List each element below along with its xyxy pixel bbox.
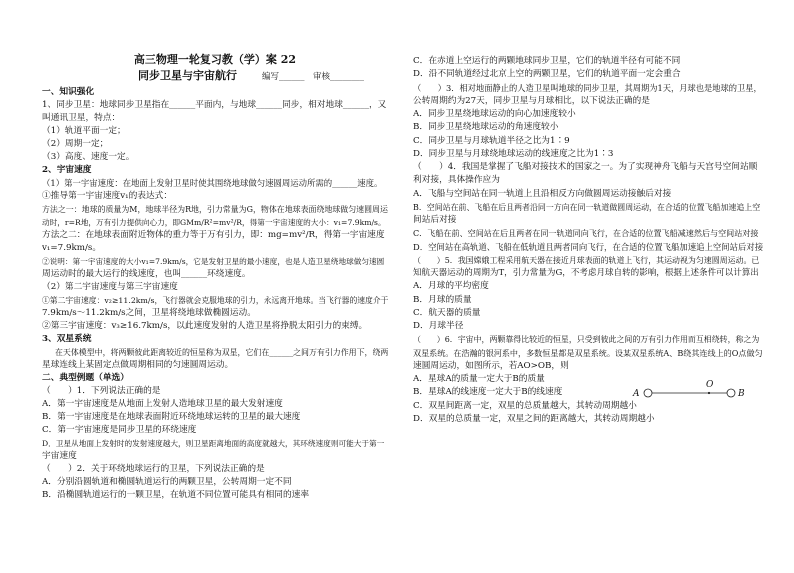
label-b: B bbox=[738, 389, 745, 399]
answer-option: C．在赤道上空运行的两颗地球同步卫星，它们的轨道半径有可能不同 bbox=[413, 56, 681, 66]
answer-option: C．航天器的质量 bbox=[413, 307, 481, 318]
body-text-line: （1）轨道平面一定； bbox=[42, 125, 126, 136]
answer-option: B．星球A的线速度一定大于B的线速度 bbox=[413, 387, 563, 398]
answer-option: C．同步卫星与月球轨道半径之比为1∶9 bbox=[413, 135, 570, 146]
page-title: 高三物理一轮复习教（学）案 22 bbox=[133, 53, 297, 66]
body-text-line: ①第二宇宙速度：v₂≥11.2km/s，飞行器就会克服地球的引力，永远离开地球。当飞行器的速度介于 bbox=[42, 295, 388, 305]
text-continuation-line: 公转周期约为27天，同步卫星与月球相比，以下说法正确的是 bbox=[413, 95, 650, 106]
answer-option: A．月球的平均密度 bbox=[413, 281, 489, 292]
answer-option: D．月球半径 bbox=[413, 321, 464, 331]
question-stem: （ ）1．下列说法正确的是 bbox=[42, 385, 161, 396]
answer-option: C．双星间距离一定，双星的总质量越大，其转动周期越小 bbox=[413, 400, 637, 411]
answer-option: B．月球的质量 bbox=[413, 294, 472, 305]
question-stem: （ ）5．我国嫦娥工程采用航天器在接近月球表面的轨道上飞行，其运动视为匀速圆周运动。已 bbox=[413, 255, 760, 265]
body-text-line: 叫通讯卫星，特点： bbox=[42, 112, 121, 123]
subsection-heading: 2、宇宙速度 bbox=[42, 164, 92, 175]
body-text-line: 动时，r=R地，万有引力提供向心力，即GMm/R²=mv²/R，得第一宇宙速度的大小：v₁=7.9km/s。 bbox=[42, 217, 386, 227]
body-text-line: 星球连线上某固定点做周期相同的匀速圆周运动。 bbox=[42, 359, 234, 370]
answer-option: B．同步卫星绕地球运动的角速度较小 bbox=[413, 122, 559, 133]
lesson-subtitle: 同步卫星与宇宙航行 bbox=[138, 69, 237, 82]
text-continuation-line: 宇宙速度 bbox=[42, 450, 77, 461]
answer-option: B．空间站在前、飞船在后且两者沿同一方向在同一轨道做圆周运动，在合适的位置飞船加速追上空 bbox=[413, 202, 761, 212]
star-b-circle bbox=[727, 389, 735, 397]
body-text-line: 周运动时的最大运行的线速度，也叫______环绕速度。 bbox=[42, 268, 251, 279]
answer-option: C．第一宇宙速度是同步卫星的环绕速度 bbox=[42, 424, 197, 435]
binary-star-diagram bbox=[628, 378, 753, 402]
subsection-heading: 3、双星系统 bbox=[42, 333, 92, 344]
label-a: A bbox=[633, 389, 640, 399]
answer-option: A．同步卫星绕地球运动的向心加速度较小 bbox=[413, 109, 576, 119]
left-column bbox=[42, 86, 388, 502]
question-stem: （ ）4．我国是掌握了飞船对接技术的国家之一。为了实现神舟飞船与天宫号空间站顺 bbox=[413, 162, 758, 172]
answer-option: C．飞船在前、空间站在后且两者在同一轨道同向飞行，在合适的位置飞船减速然后与空间站对接 bbox=[413, 228, 759, 239]
text-continuation-line: 知航天器运动的周期为T，引力常量为G，不考虑月球自转的影响，根据上述条件可以计算出 bbox=[413, 268, 759, 278]
section-heading: 一、知识强化 bbox=[42, 86, 95, 97]
text-continuation-line: 间站后对接 bbox=[413, 215, 457, 225]
right-column bbox=[413, 55, 763, 426]
label-o: O bbox=[706, 380, 714, 390]
body-text-line: ②第三宇宙速度：v₃≥16.7km/s，以此速度发射的人造卫星将挣脱太阳引力的束缚。 bbox=[42, 320, 368, 331]
body-text-line: （2）周期一定； bbox=[42, 138, 109, 149]
body-text-line: ②说明：第一宇宙速度的大小v₁=7.9km/s，它是发射卫星的最小速度，也是人造卫星绕地球做匀速圆 bbox=[42, 256, 385, 266]
body-text-line: 1、同步卫星：地球同步卫星指在______平面内，与地球______同步，相对地球______，又 bbox=[42, 99, 387, 110]
body-text-line: 方法之二：在地球表面附近物体的重力等于万有引力，即：mg=mv²/R，得第一宇宙速度 bbox=[42, 229, 385, 240]
text-continuation-line: 利对接，具体操作应为 bbox=[413, 175, 500, 186]
body-text-line: 在天体模型中，将两颗彼此距离较近的恒星称为双星，它们在______之间万有引力作用下，绕两 bbox=[55, 347, 388, 357]
question-stem: （ ）3．相对地面静止的人造卫星叫地球的同步卫星，其周期为1天，月球也是地球的卫星， bbox=[413, 82, 762, 93]
question-stem: （ ）6．宇宙中，两颗靠得比较近的恒星，只受到彼此之间的万有引力作用而互相绕转，称之为 bbox=[413, 335, 760, 345]
body-text-line: （2）第二宇宙速度与第三宇宙速度 bbox=[42, 281, 178, 292]
answer-option: A．飞船与空间站在同一轨道上且沿相反方向做圆周运动接触后对接 bbox=[413, 188, 672, 199]
body-text-line: （3）高度、速度一定。 bbox=[42, 151, 135, 162]
answer-option: D．同步卫星与月球绕地球运动的线速度之比为1∶3 bbox=[413, 148, 614, 159]
body-text-line: v₁=7.9km/s。 bbox=[42, 242, 102, 253]
text-continuation-line: 双星系统。在浩瀚的银河系中，多数恒星都是双星系统。设某双星系统A、B绕其连线上的O点做匀 bbox=[413, 347, 763, 358]
answer-option: A．第一宇宙速度是从地面上发射人造地球卫星的最大发射速度 bbox=[42, 398, 283, 409]
answer-option: A．星球A的质量一定大于B的质量 bbox=[413, 374, 545, 384]
answer-option: D．卫星从地面上发射时的发射速度越大，则卫星距离地面的高度就越大，其环绕速度则可能大于第一 bbox=[42, 438, 385, 448]
answer-option: D．空间站在高轨道、飞船在低轨道且两者同向飞行，在合适的位置飞船加速追上空间站后对接 bbox=[413, 241, 763, 252]
body-text-line: 7.9km/s～11.2km/s之间，卫星将绕地球做椭圆运动。 bbox=[42, 307, 256, 318]
question-stem: （ ）2．关于环绕地球运行的卫星，下列说法正确的是 bbox=[42, 463, 265, 474]
star-a-circle bbox=[644, 389, 652, 397]
answer-option: D．沿不同轨道经过北京上空的两颗卫星，它们的轨道平面一定会重合 bbox=[413, 69, 681, 80]
answer-option: B．沿椭圆轨道运行的一颗卫星，在轨道不同位置可能具有相同的速率 bbox=[42, 489, 310, 500]
body-text-line: ①推导第一宇宙速度v₁的表达式： bbox=[42, 190, 173, 201]
answer-option: B．第一宇宙速度是在地球表面附近环绕地球运转的卫星的最大速度 bbox=[42, 411, 301, 422]
body-text-line: （1）第一宇宙速度：在地面上发射卫星时使其围绕地球做匀速圆周运动所需的______速度。 bbox=[42, 177, 383, 188]
author-reviewer-byline: 编写______ 审核________ bbox=[262, 72, 365, 82]
text-continuation-line: 速圆周运动，如图所示，若AO>OB，则 bbox=[413, 360, 569, 371]
section-heading: 二、典型例题（单选） bbox=[42, 372, 129, 383]
answer-option: A．分别沿圆轨道和椭圆轨道运行的两颗卫星，公转周期一定不同 bbox=[42, 476, 292, 487]
body-text-line: 方法之一：地球的质量为M，地球半径为R地，引力常量为G，物体在地球表面绕地球做匀速圆周运 bbox=[42, 204, 388, 214]
answer-option: D．双星的总质量一定，双星之间的距离越大，其转动周期越小 bbox=[413, 413, 655, 424]
center-point-o bbox=[708, 392, 710, 394]
